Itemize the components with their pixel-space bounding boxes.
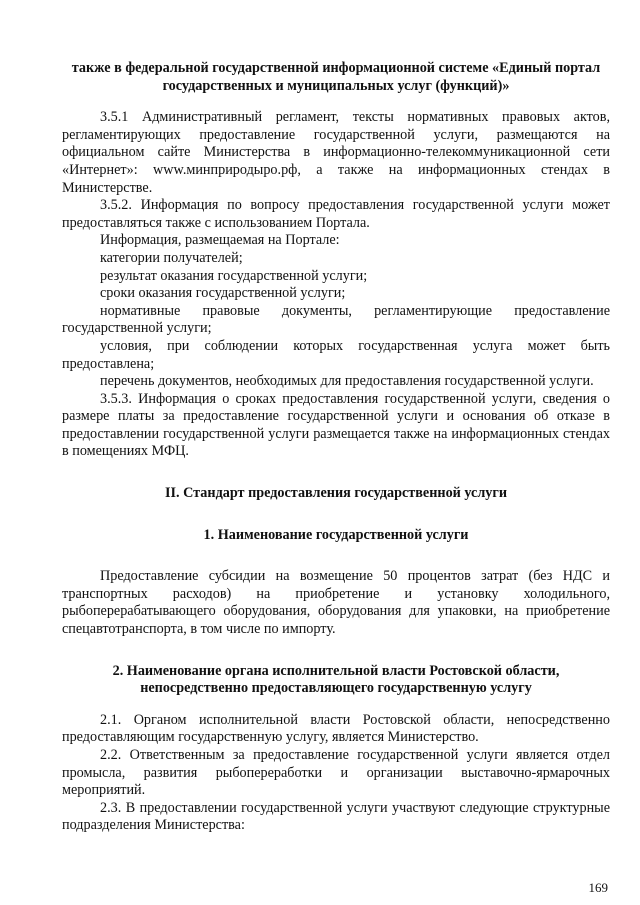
subheading-service-name: 1. Наименование государственной услуги (203, 526, 469, 543)
list-item-conditions: условия, при соблюдении которых государственная услуга может быть предоставлена; (62, 337, 610, 372)
paragraph-3-5-3: 3.5.3. Информация о сроках предоставления государственной услуги, сведения о размере платы за предоставление государственной услуги и основания об отказе в предоставлении государственной услуги размещается также на информационных стендах в помещениях МФЦ. (62, 390, 610, 460)
paragraph-2-1: 2.1. Органом исполнительной власти Ростовской области, непосредственно предоставляющим государственную услугу, является Министерство. (62, 711, 610, 746)
paragraph-3-5-2: 3.5.2. Информация по вопросу предоставления государственной услуги может предоставляться также с использованием Портала. (62, 197, 610, 231)
subheading-authority: 2. Наименование органа исполнительной власти Ростовской области, непосредственно предоставляющего государственную услугу (112, 662, 560, 697)
paragraph-2-3: 2.3. В предоставлении государственной услуги участвуют следующие структурные подразделения Министерства: (62, 799, 610, 834)
paragraph-service-description: Предоставление субсидии на возмещение 50 процентов затрат (без НДС и транспортных расходов) на приобретение и установку холодильного, рыбоперерабатывающего оборудования, оборудования для упаковки, на приобретение спецавтотранспорта, в том числе по импорту. (62, 568, 610, 638)
document-page (62, 60, 610, 835)
page-number: 169 (588, 880, 608, 895)
paragraph-3-5-1: 3.5.1 Административный регламент, тексты нормативных правовых актов, регламентирующих предоставление государственной услуги, размещаются на официальном сайте Министерства в информационно-телекоммуникационной сети «Интернет»: www.минприродыро.рф, а также на информационных стендах в Министерстве. (62, 109, 610, 196)
list-item-result: результат оказания государственной услуги; (100, 267, 368, 284)
heading-portal: также в федеральной государственной информационной системе «Единый портал государственных и муниципальных услуг (функций)» (71, 60, 601, 94)
list-item-terms: сроки оказания государственной услуги; (100, 285, 346, 302)
list-item-documents: перечень документов, необходимых для предоставления государственной услуги. (100, 373, 594, 390)
section-heading-standard: II. Стандарт предоставления государственной услуги (164, 485, 508, 502)
paragraph-portal-info: Информация, размещаемая на Портале: (100, 232, 340, 249)
list-item-legal-docs: нормативные правовые документы, регламентирующие предоставление государственной услуги; (62, 302, 610, 337)
paragraph-2-2: 2.2. Ответственным за предоставление государственной услуги является отдел промысла, развития рыбопереработки и организации выставочно-ярмарочных мероприятий. (62, 747, 610, 799)
list-item-recipients: категории получателей; (100, 249, 243, 266)
